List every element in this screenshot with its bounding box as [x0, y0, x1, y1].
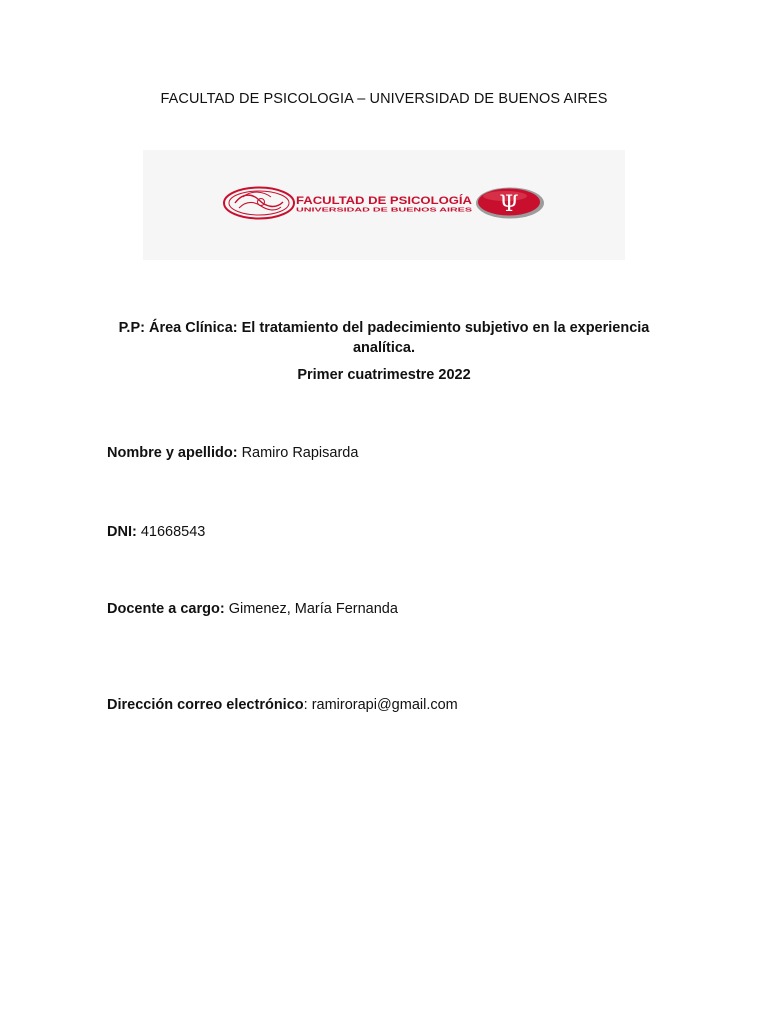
email-separator: : — [303, 697, 308, 713]
name-value: Ramiro Rapisarda — [241, 445, 359, 461]
university-seal-icon — [224, 188, 294, 219]
course-term: Primer cuatrimestre 2022 — [297, 367, 471, 383]
teacher-field — [107, 601, 398, 617]
faculty-logo-banner — [143, 150, 625, 260]
dni-field — [107, 524, 205, 540]
logo-text-line2: UNIVERSIDAD DE BUENOS AIRES — [296, 207, 473, 214]
institution-header: FACULTAD DE PSICOLOGIA – UNIVERSIDAD DE BUENOS AIRES — [160, 91, 608, 107]
logo-text-line1: FACULTAD DE PSICOLOGÍA — [296, 195, 442, 207]
faculty-logo — [143, 150, 625, 260]
teacher-value: Gimenez, María Fernanda — [228, 601, 398, 617]
email-field — [107, 697, 458, 713]
psi-emblem-icon — [476, 188, 544, 219]
teacher-label: Docente a cargo: — [107, 601, 225, 617]
dni-value: 41668543 — [140, 524, 206, 540]
name-label: Nombre y apellido: — [107, 445, 238, 461]
email-label: Dirección correo electrónico — [107, 697, 304, 713]
dni-label: DNI: — [107, 524, 137, 540]
email-value: ramirorapi@gmail.com — [311, 697, 458, 713]
student-name-field — [107, 445, 358, 461]
psi-symbol: Ψ — [499, 192, 519, 217]
course-title: P.P: Área Clínica: El tratamiento del padecimiento subjetivo en la experiencia analítica. — [118, 320, 650, 356]
